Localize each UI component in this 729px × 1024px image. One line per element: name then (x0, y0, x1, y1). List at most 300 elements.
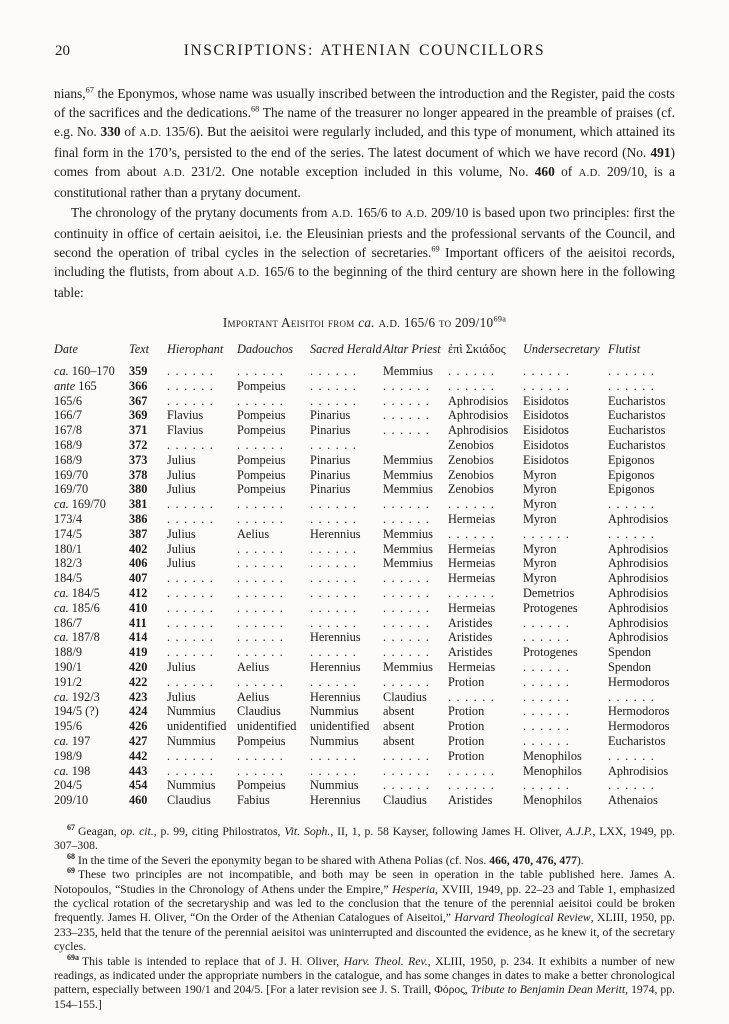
cell-undersecretary: Eisidotos (523, 408, 569, 423)
table-body (54, 364, 675, 808)
cell-undersecretary: Myron (523, 512, 557, 526)
cell-altar-priest: Memmius (383, 659, 433, 674)
cell-altar-priest: . . . . . . (383, 393, 431, 408)
cell-undersecretary: Menophilos (523, 748, 582, 763)
table-row (54, 379, 675, 394)
cell-dadouchos: Pompeius (237, 452, 286, 467)
cell-altar-priest: Claudius (383, 689, 427, 704)
cell-flutist: Eucharistos (608, 733, 666, 748)
table-row (54, 423, 675, 438)
cell-undersecretary: Menophilos (523, 763, 582, 778)
cell-hierophant: Flavius (167, 408, 204, 423)
table-row (54, 364, 675, 379)
cell-date: ca. 169/70 (54, 497, 106, 512)
table-row (54, 556, 675, 571)
paragraph-chronology: The chronology of the prytany documents from A.D. 165/6 to A.D. 209/10 is based upon two principles: first the continuity in office of certain aeisitoi, i.e. the Eleusinian priests and the professional servants of the Council, and second the operation of tribal cycles in the selection of secretaries.$^{69}$ Important officers of the aeisitoi records, including the flutists, from about A.D. 165/6 to the beginning of the third century are shown here in the following table: (54, 204, 676, 300)
cell-sacred-herald: Pinarius (310, 452, 351, 467)
cell-dadouchos: . . . . . . (237, 645, 285, 660)
cell-text-number: 460 (129, 793, 148, 808)
cell-dadouchos: Claudius (237, 704, 281, 719)
cell-text-number: 372 (129, 438, 148, 453)
cell-sacred-herald: . . . . . . (310, 645, 358, 660)
cell-dadouchos: . . . . . . (237, 541, 285, 556)
cell-hierophant: Julius (167, 467, 196, 482)
cell-text-number: 386 (129, 512, 148, 526)
cell-sacred-herald: . . . . . . (310, 393, 358, 408)
cell-undersecretary: Eisidotos (523, 393, 569, 408)
table-row (54, 601, 675, 616)
cell-undersecretary: Myron (523, 541, 557, 556)
cell-epi-skiados: Zenobios (448, 482, 494, 497)
cell-dadouchos: . . . . . . (237, 571, 285, 586)
cell-flutist: Aphrodisios (608, 585, 669, 600)
cell-altar-priest: Claudius (383, 793, 427, 808)
paragraph-eponymos: nians,$^{67}$ the Eponymos, whose name was usually inscribed between the introduction and the Register, paid the costs of the sacrifices and the dedications.$^{68}$ The name of the treasurer no longer appeared in the preamble of praises (cf. e.g. No. 330 of A.D. 135/6). But the aeisitoi were regularly included, and this type of monument, which attained its final form in the 170’s, persisted to the end of the series. The latest document of which we have record (No. 491) comes from about A.D. 231/2. One notable exception included in this volume, No. 460 of A.D. 209/10, is a constitutional rather than a prytany document. (54, 85, 676, 201)
cell-epi-skiados: Hermeias (448, 541, 496, 556)
table-row (54, 630, 675, 645)
page-number: 20 (55, 43, 70, 59)
cell-altar-priest: Memmius (383, 482, 433, 497)
cell-date: 168/9 (54, 452, 83, 467)
cell-dadouchos: . . . . . . (237, 748, 285, 763)
cell-altar-priest (383, 438, 448, 453)
table-row (54, 438, 675, 453)
cell-undersecretary: Myron (523, 497, 557, 512)
table-row (54, 734, 675, 749)
cell-date: ca. 197 (54, 733, 91, 748)
cell-hierophant: Nummius (167, 704, 216, 719)
cell-flutist: Aphrodisios (608, 541, 669, 556)
cell-flutist: Aphrodisios (608, 600, 669, 615)
cell-dadouchos: . . . . . . (237, 438, 285, 453)
cell-undersecretary: Myron (523, 482, 557, 497)
cell-hierophant: Julius (167, 452, 196, 467)
cell-epi-skiados: Protion (448, 719, 485, 734)
cell-undersecretary: Protogenes (523, 645, 578, 660)
cell-date: 174/5 (54, 526, 83, 541)
cell-sacred-herald: . . . . . . (310, 615, 358, 630)
footnote-marker: 69a (67, 952, 79, 962)
cell-flutist: Aphrodisios (608, 630, 669, 645)
cell-flutist: Spendon (608, 659, 652, 674)
cell-altar-priest: Memmius (383, 467, 433, 482)
table-row (54, 704, 675, 719)
cell-undersecretary: . . . . . . (523, 674, 571, 689)
footnotes-section (54, 825, 675, 1012)
cell-text-number: 380 (129, 482, 148, 497)
cell-flutist: Aphrodisios (608, 615, 669, 630)
cell-undersecretary: . . . . . . (523, 719, 571, 734)
cell-altar-priest: absent (383, 733, 415, 748)
table-row (54, 571, 675, 586)
cell-flutist: . . . . . . (608, 748, 656, 763)
cell-flutist: Hermodoros (608, 674, 670, 689)
page-header (54, 42, 675, 64)
cell-dadouchos: . . . . . . (237, 630, 285, 645)
aeisitoi-table (54, 342, 675, 808)
cell-date: 198/9 (54, 748, 83, 763)
table-row (54, 453, 675, 468)
cell-epi-skiados: Aphrodisios (448, 408, 509, 423)
cell-hierophant: . . . . . . (167, 600, 215, 615)
cell-sacred-herald: . . . . . . (310, 585, 358, 600)
cell-date: 188/9 (54, 645, 83, 660)
cell-hierophant: . . . . . . (167, 393, 215, 408)
cell-date: 184/5 (54, 571, 83, 586)
column-header: Hierophant (167, 342, 224, 357)
cell-text-number: 402 (129, 541, 148, 556)
cell-sacred-herald: Pinarius (310, 467, 351, 482)
cell-dadouchos: Pompeius (237, 408, 286, 423)
cell-sacred-herald: Pinarius (310, 482, 351, 497)
cell-date: ca. 192/3 (54, 689, 100, 704)
cell-epi-skiados: Aristides (448, 615, 493, 630)
cell-sacred-herald: Nummius (310, 733, 359, 748)
table-row (54, 749, 675, 764)
cell-epi-skiados: Aristides (448, 645, 493, 660)
cell-altar-priest: . . . . . . (383, 778, 431, 793)
cell-sacred-herald: . . . . . . (310, 512, 358, 526)
cell-hierophant: Claudius (167, 793, 211, 808)
cell-epi-skiados: Protion (448, 748, 485, 763)
cell-dadouchos: . . . . . . (237, 556, 285, 571)
cell-undersecretary: . . . . . . (523, 689, 571, 704)
cell-text-number: 410 (129, 600, 148, 615)
cell-sacred-herald: . . . . . . (310, 541, 358, 556)
cell-sacred-herald: . . . . . . (310, 364, 358, 379)
cell-altar-priest: . . . . . . (383, 378, 431, 393)
cell-altar-priest: . . . . . . (383, 585, 431, 600)
cell-epi-skiados: Aristides (448, 793, 493, 808)
cell-dadouchos: . . . . . . (237, 763, 285, 778)
cell-text-number: 423 (129, 689, 148, 704)
column-header: Dadouchos (237, 342, 294, 357)
table-row (54, 719, 675, 734)
cell-hierophant: . . . . . . (167, 512, 215, 526)
cell-date: ca. 184/5 (54, 585, 100, 600)
cell-altar-priest: . . . . . . (383, 600, 431, 615)
column-header: Text (129, 342, 150, 357)
cell-undersecretary: . . . . . . (523, 704, 571, 719)
cell-date: ca. 187/8 (54, 630, 100, 645)
cell-sacred-herald: Pinarius (310, 408, 351, 423)
cell-date: ca. 185/6 (54, 600, 100, 615)
cell-flutist: Hermodoros (608, 704, 670, 719)
cell-dadouchos: . . . . . . (237, 600, 285, 615)
cell-dadouchos: . . . . . . (237, 512, 285, 526)
cell-text-number: 387 (129, 526, 148, 541)
cell-date: 166/7 (54, 408, 83, 423)
cell-epi-skiados: . . . . . . (448, 585, 496, 600)
cell-text-number: 422 (129, 674, 148, 689)
cell-altar-priest: . . . . . . (383, 497, 431, 512)
cell-date: 169/70 (54, 467, 89, 482)
table-row (54, 690, 675, 705)
cell-altar-priest: . . . . . . (383, 423, 431, 438)
cell-undersecretary: Protogenes (523, 600, 578, 615)
cell-text-number: 407 (129, 571, 148, 586)
cell-dadouchos: . . . . . . (237, 585, 285, 600)
footnote-67 (54, 825, 675, 854)
cell-altar-priest: . . . . . . (383, 763, 431, 778)
cell-date: 182/3 (54, 556, 83, 571)
cell-epi-skiados: Hermeias (448, 512, 496, 526)
cell-epi-skiados: . . . . . . (448, 763, 496, 778)
table-row (54, 468, 675, 483)
cell-epi-skiados: Protion (448, 674, 485, 689)
cell-text-number: 366 (129, 378, 148, 393)
cell-sacred-herald: Herennius (310, 659, 361, 674)
cell-sacred-herald: Herennius (310, 793, 361, 808)
cell-flutist: Eucharistos (608, 393, 666, 408)
cell-text-number: 373 (129, 452, 148, 467)
cell-date: 204/5 (54, 778, 83, 793)
cell-hierophant: . . . . . . (167, 630, 215, 645)
cell-epi-skiados: Aphrodisios (448, 423, 509, 438)
cell-dadouchos: Pompeius (237, 778, 286, 793)
cell-dadouchos: Pompeius (237, 482, 286, 497)
cell-flutist: Aphrodisios (608, 763, 669, 778)
running-title: INSCRIPTIONS: ATHENIAN COUNCILLORS (183, 42, 546, 59)
cell-epi-skiados: . . . . . . (448, 364, 496, 379)
cell-hierophant: . . . . . . (167, 585, 215, 600)
cell-epi-skiados: Zenobios (448, 467, 494, 482)
cell-text-number: 369 (129, 408, 148, 423)
cell-epi-skiados: . . . . . . (448, 526, 496, 541)
cell-flutist: Athenaios (608, 793, 658, 808)
cell-sacred-herald: . . . . . . (310, 600, 358, 615)
cell-dadouchos: Aelius (237, 689, 270, 704)
cell-altar-priest: Memmius (383, 364, 433, 379)
cell-hierophant: unidentified (167, 719, 227, 734)
footnote-marker: 69 (67, 866, 75, 876)
cell-flutist: . . . . . . (608, 526, 656, 541)
cell-altar-priest: absent (383, 704, 415, 719)
cell-undersecretary: . . . . . . (523, 630, 571, 645)
cell-sacred-herald: Pinarius (310, 423, 351, 438)
column-header: Sacred Herald (310, 342, 382, 357)
cell-epi-skiados: . . . . . . (448, 778, 496, 793)
cell-altar-priest: Memmius (383, 541, 433, 556)
cell-epi-skiados: Aristides (448, 630, 493, 645)
table-title: Important Aeisitoi from ca. A.D. 165/6 to $209/10^{69a}$ (222, 314, 507, 331)
cell-undersecretary: Demetrios (523, 585, 575, 600)
cell-altar-priest: Memmius (383, 452, 433, 467)
footnote-69a (54, 952, 676, 1013)
cell-date: 191/2 (54, 674, 83, 689)
cell-epi-skiados: Zenobios (448, 452, 494, 467)
cell-hierophant: Nummius (167, 778, 216, 793)
column-header: ἐπὶ Σκιάδος (448, 342, 506, 357)
cell-date: ante 165 (54, 378, 97, 393)
cell-text-number: 419 (129, 645, 148, 660)
cell-sacred-herald: . . . . . . (310, 674, 358, 689)
cell-text-number: 454 (129, 778, 148, 793)
cell-altar-priest: . . . . . . (383, 615, 431, 630)
cell-date: 190/1 (54, 659, 83, 674)
column-header: Altar Priest (383, 342, 441, 357)
cell-date: 186/7 (54, 615, 83, 630)
cell-hierophant: . . . . . . (167, 438, 215, 453)
cell-sacred-herald: . . . . . . (310, 748, 358, 763)
table-row (54, 527, 675, 542)
cell-text-number: 414 (129, 630, 148, 645)
footnote-text: This table is intended to replace that of J. H. Oliver, Harv. Theol. Rev., XLIII, 1950, p. 234. It exhibits a number of new readings, as indicated under the appropriate numbers in the catalogue, and has some changes in dates to make a better chronological pattern, especially between 190/1 and 204/5. [For a later revision see J. S. Traill, Φόρος, Tribute to Benjamin Dean Meritt, 1974, pp. 154–155.] (54, 954, 676, 1011)
cell-dadouchos: Pompeius (237, 378, 286, 393)
cell-altar-priest: . . . . . . (383, 674, 431, 689)
cell-text-number: 381 (129, 497, 148, 512)
cell-undersecretary: Menophilos (523, 793, 582, 808)
cell-hierophant: Flavius (167, 423, 204, 438)
cell-text-number: 442 (129, 748, 148, 763)
cell-flutist: . . . . . . (608, 364, 656, 379)
cell-hierophant: Julius (167, 659, 196, 674)
table-row (54, 616, 675, 631)
cell-flutist: Eucharistos (608, 438, 666, 453)
cell-altar-priest: . . . . . . (383, 571, 431, 586)
cell-undersecretary: . . . . . . (523, 364, 571, 379)
cell-sacred-herald: . . . . . . (310, 571, 358, 586)
cell-epi-skiados: Hermeias (448, 571, 496, 586)
cell-hierophant: Julius (167, 556, 196, 571)
cell-flutist: Aphrodisios (608, 512, 669, 526)
table-row (54, 408, 675, 423)
cell-undersecretary: . . . . . . (523, 526, 571, 541)
cell-text-number: 426 (129, 719, 148, 734)
cell-date: 167/8 (54, 423, 83, 438)
cell-date: 194/5 (?) (54, 704, 99, 719)
cell-flutist: Aphrodisios (608, 571, 669, 586)
cell-flutist: . . . . . . (608, 689, 656, 704)
cell-flutist: Eucharistos (608, 408, 666, 423)
cell-hierophant: . . . . . . (167, 763, 215, 778)
cell-dadouchos: Pompeius (237, 423, 286, 438)
cell-hierophant: . . . . . . (167, 674, 215, 689)
cell-altar-priest: Memmius (383, 526, 433, 541)
cell-dadouchos: . . . . . . (237, 393, 285, 408)
cell-dadouchos: Pompeius (237, 467, 286, 482)
cell-hierophant: . . . . . . (167, 364, 215, 379)
cell-sacred-herald: . . . . . . (310, 438, 358, 453)
cell-epi-skiados: Hermeias (448, 600, 496, 615)
cell-dadouchos: . . . . . . (237, 615, 285, 630)
cell-text-number: 427 (129, 733, 148, 748)
cell-date: ca. 160–170 (54, 364, 115, 379)
cell-flutist: Epigonos (608, 482, 655, 497)
cell-hierophant: Nummius (167, 733, 216, 748)
cell-date: 168/9 (54, 438, 83, 453)
cell-sacred-herald: Nummius (310, 704, 359, 719)
cell-altar-priest: . . . . . . (383, 748, 431, 763)
cell-text-number: 359 (129, 364, 148, 379)
cell-date: 165/6 (54, 393, 83, 408)
cell-hierophant: . . . . . . (167, 645, 215, 660)
cell-dadouchos: Aelius (237, 526, 270, 541)
footnote-marker: 68 (67, 851, 75, 861)
cell-undersecretary: Myron (523, 467, 557, 482)
cell-undersecretary: . . . . . . (523, 659, 571, 674)
cell-undersecretary: . . . . . . (523, 778, 571, 793)
footnote-69 (54, 868, 675, 954)
table-row (54, 497, 675, 512)
cell-epi-skiados: Protion (448, 704, 485, 719)
cell-flutist: . . . . . . (608, 497, 656, 512)
cell-date: ca. 198 (54, 763, 91, 778)
cell-date: 209/10 (54, 793, 89, 808)
cell-altar-priest: . . . . . . (383, 645, 431, 660)
cell-flutist: Eucharistos (608, 423, 666, 438)
cell-sacred-herald: . . . . . . (310, 378, 358, 393)
cell-altar-priest: . . . . . . (383, 408, 431, 423)
cell-text-number: 424 (129, 704, 148, 719)
cell-dadouchos: . . . . . . (237, 674, 285, 689)
footnote-text: These two principles are not incompatible, and both may be seen in operation in the table published here. James A. Notopoulos, “Studies in the Chronology of Athens under the Empire,” Hesperia, XVIII, 1949, pp. 22–23 and Table 1, emphasized the cyclical rotation of the secretaryship and was led to the conclusion that the tenure of the perennial aeisitoi could be broken frequently. James H. Oliver, “On the Order of the Athenian Catalogues of Aiseitoi,” Harvard Theological Review, XLIII, 1950, pp. 233–235, held that the tenure of the perennial aeisitoi was uninterrupted and discounted the evidence, as he knew it, of the secretary cycles. (54, 868, 676, 954)
cell-undersecretary: . . . . . . (523, 733, 571, 748)
cell-epi-skiados: . . . . . . (448, 689, 496, 704)
column-header: Flutist (608, 342, 641, 357)
table-row (54, 512, 675, 527)
cell-dadouchos: Fabius (237, 793, 270, 808)
table-row (54, 542, 675, 557)
cell-hierophant: . . . . . . (167, 378, 215, 393)
footnote-68 (54, 851, 675, 868)
cell-dadouchos: Pompeius (237, 733, 286, 748)
cell-sacred-herald: unidentified (310, 719, 370, 734)
cell-undersecretary: Myron (523, 556, 557, 571)
cell-sacred-herald: Herennius (310, 630, 361, 645)
cell-undersecretary: . . . . . . (523, 615, 571, 630)
cell-sacred-herald: . . . . . . (310, 556, 358, 571)
cell-hierophant: Julius (167, 541, 196, 556)
cell-undersecretary: Eisidotos (523, 452, 569, 467)
cell-hierophant: Julius (167, 689, 196, 704)
cell-epi-skiados: . . . . . . (448, 378, 496, 393)
cell-text-number: 443 (129, 763, 148, 778)
cell-sacred-herald: Herennius (310, 526, 361, 541)
column-header: Date (54, 342, 78, 357)
cell-sacred-herald: . . . . . . (310, 763, 358, 778)
cell-hierophant: Julius (167, 482, 196, 497)
cell-flutist: . . . . . . (608, 378, 656, 393)
cell-date: 180/1 (54, 541, 83, 556)
cell-text-number: 367 (129, 393, 148, 408)
cell-dadouchos: Aelius (237, 659, 270, 674)
cell-dadouchos: . . . . . . (237, 364, 285, 379)
cell-text-number: 406 (129, 556, 148, 571)
table-row (54, 764, 675, 779)
table-row (54, 778, 675, 793)
cell-text-number: 412 (129, 585, 148, 600)
cell-flutist: Aphrodisios (608, 556, 669, 571)
column-header: Undersecretary (523, 342, 600, 357)
footnote-text: In the time of the Severi the eponymity began to be shared with Athena Polias (cf. Nos. 466, 470, 476, 477). (78, 853, 584, 867)
cell-epi-skiados: Zenobios (448, 438, 494, 453)
cell-epi-skiados: Hermeias (448, 659, 496, 674)
footnote-marker: 67 (67, 823, 75, 833)
cell-flutist: Hermodoros (608, 719, 670, 734)
cell-text-number: 420 (129, 659, 148, 674)
table-row (54, 482, 675, 497)
cell-date: 195/6 (54, 719, 83, 734)
table-row (54, 793, 675, 808)
table-row (54, 645, 675, 660)
cell-hierophant: . . . . . . (167, 571, 215, 586)
cell-hierophant: . . . . . . (167, 615, 215, 630)
cell-hierophant: . . . . . . (167, 748, 215, 763)
cell-undersecretary: Eisidotos (523, 423, 569, 438)
cell-undersecretary: . . . . . . (523, 378, 571, 393)
cell-dadouchos: . . . . . . (237, 497, 285, 512)
